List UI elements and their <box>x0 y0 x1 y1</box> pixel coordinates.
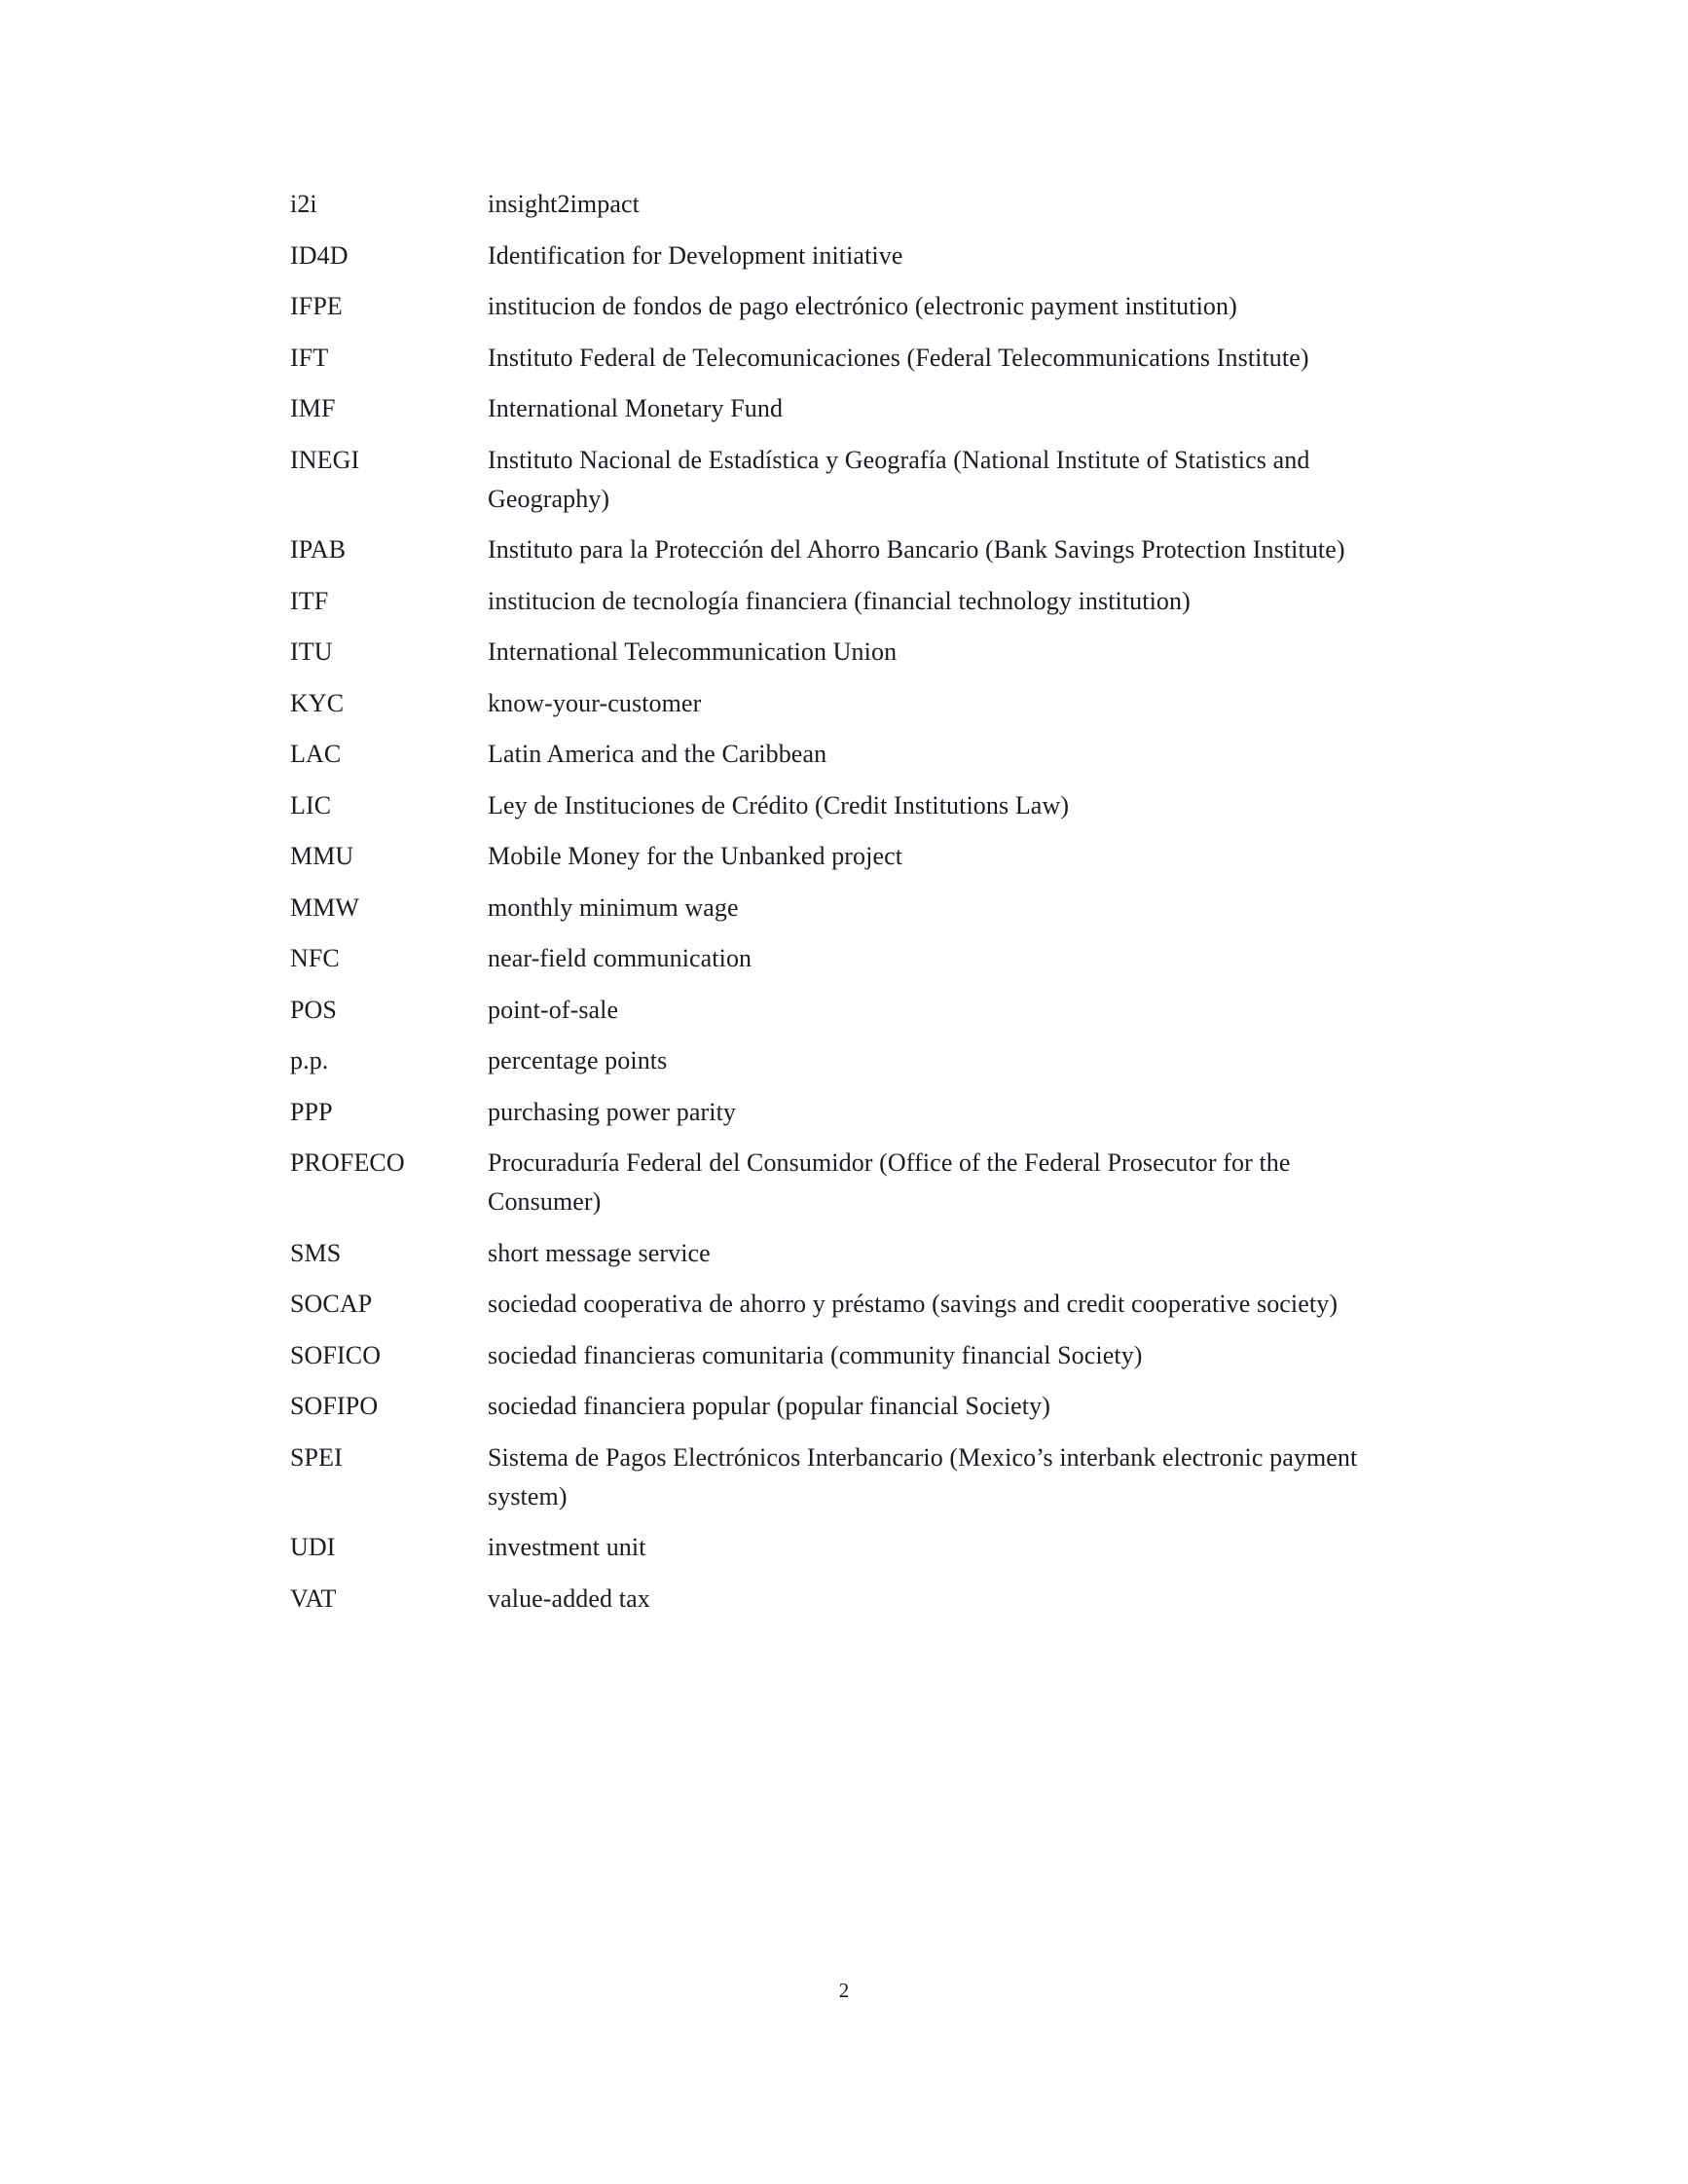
list-item <box>290 441 1400 519</box>
abbreviation-definition: Latin America and the Caribbean <box>488 740 827 768</box>
list-item <box>290 1234 1400 1273</box>
list-item <box>290 530 1400 569</box>
abbreviation-term: LAC <box>290 740 342 768</box>
abbreviation-definition: purchasing power parity <box>488 1097 736 1126</box>
abbreviation-term: ID4D <box>290 240 349 270</box>
abbreviation-term: SPEI <box>290 1442 343 1472</box>
list-item <box>290 582 1400 621</box>
abbreviation-term: PROFECO <box>290 1148 405 1177</box>
abbreviations-list <box>290 185 1400 1630</box>
abbreviation-term: SOFIPO <box>290 1392 379 1420</box>
abbreviation-term: PPP <box>290 1097 333 1126</box>
list-item <box>290 185 1400 224</box>
abbreviation-definition: short message service <box>488 1238 711 1267</box>
abbreviation-definition: insight2impact <box>488 190 640 218</box>
abbreviation-definition: Ley de Instituciones de Crédito (Credit Institutions Law) <box>488 790 1070 819</box>
abbreviation-definition: International Telecommunication Union <box>488 637 898 666</box>
list-item <box>290 889 1400 928</box>
list-item <box>290 633 1400 672</box>
list-item <box>290 684 1400 723</box>
list-item <box>290 1041 1400 1080</box>
list-item <box>290 339 1400 378</box>
abbreviation-term: IPAB <box>290 535 347 564</box>
abbreviation-term: MMU <box>290 842 354 870</box>
abbreviation-term: IFT <box>290 343 329 372</box>
list-item <box>290 939 1400 978</box>
abbreviation-term: IFPE <box>290 292 343 320</box>
abbreviation-definition: know-your-customer <box>488 688 702 717</box>
list-item <box>290 1144 1400 1221</box>
abbreviation-term: SMS <box>290 1238 342 1267</box>
abbreviation-term: NFC <box>290 944 340 972</box>
abbreviation-term: MMW <box>290 892 360 922</box>
abbreviation-term: IMF <box>290 394 336 422</box>
abbreviation-definition: sociedad financieras comunitaria (community financial Society) <box>488 1340 1143 1369</box>
abbreviation-term: INEGI <box>290 445 360 474</box>
list-item <box>290 1285 1400 1324</box>
abbreviation-term: ITF <box>290 586 329 615</box>
abbreviation-definition: institucion de fondos de pago electrónico (electronic payment institution) <box>488 292 1237 320</box>
abbreviation-term: SOCAP <box>290 1290 373 1318</box>
list-item <box>290 237 1400 275</box>
abbreviation-definition: Procuraduría Federal del Consumidor (Office of the Federal Prosecutor for the Consumer) <box>488 1148 1291 1216</box>
list-item <box>290 1580 1400 1619</box>
abbreviation-term: LIC <box>290 790 332 819</box>
abbreviation-definition: monthly minimum wage <box>488 892 739 922</box>
abbreviation-term: i2i <box>290 190 317 218</box>
abbreviation-definition: Identification for Development initiative <box>488 240 903 270</box>
list-item <box>290 1387 1400 1426</box>
list-item <box>290 1093 1400 1132</box>
abbreviation-definition: percentage points <box>488 1046 668 1074</box>
abbreviation-definition: point-of-sale <box>488 995 619 1024</box>
abbreviation-definition: Sistema de Pagos Electrónicos Interbancario (Mexico’s interbank electronic payment system) <box>488 1442 1358 1511</box>
list-item <box>290 991 1400 1030</box>
list-item <box>290 1336 1400 1375</box>
list-item <box>290 786 1400 825</box>
abbreviation-definition: International Monetary Fund <box>488 394 784 422</box>
abbreviation-term: ITU <box>290 637 333 666</box>
abbreviation-term: VAT <box>290 1583 337 1613</box>
list-item <box>290 1438 1400 1516</box>
abbreviation-definition: Mobile Money for the Unbanked project <box>488 842 903 870</box>
abbreviation-definition: Instituto Nacional de Estadística y Geografía (National Institute of Statistics and Geography) <box>488 445 1310 513</box>
list-item <box>290 735 1400 774</box>
list-item <box>290 389 1400 428</box>
page-number: 2 <box>838 1979 850 2002</box>
list-item <box>290 287 1400 326</box>
abbreviation-definition: Instituto Federal de Telecomunicaciones (Federal Telecommunications Institute) <box>488 343 1309 372</box>
abbreviation-term: POS <box>290 995 337 1024</box>
abbreviation-definition: institucion de tecnología financiera (financial technology institution) <box>488 586 1191 615</box>
abbreviation-term: SOFICO <box>290 1340 382 1369</box>
abbreviation-term: KYC <box>290 688 345 717</box>
abbreviation-definition: sociedad cooperativa de ahorro y préstamo (savings and credit cooperative society) <box>488 1290 1339 1318</box>
abbreviation-definition: near-field communication <box>488 944 752 972</box>
abbreviation-definition: investment unit <box>488 1533 646 1561</box>
list-item <box>290 1528 1400 1567</box>
list-item <box>290 837 1400 876</box>
abbreviation-definition: sociedad financiera popular (popular financial Society) <box>488 1392 1050 1420</box>
abbreviation-definition: Instituto para la Protección del Ahorro Bancario (Bank Savings Protection Institute) <box>488 535 1345 564</box>
abbreviation-term: UDI <box>290 1533 336 1561</box>
abbreviation-definition: value-added tax <box>488 1583 650 1613</box>
abbreviation-term: p.p. <box>290 1046 329 1074</box>
